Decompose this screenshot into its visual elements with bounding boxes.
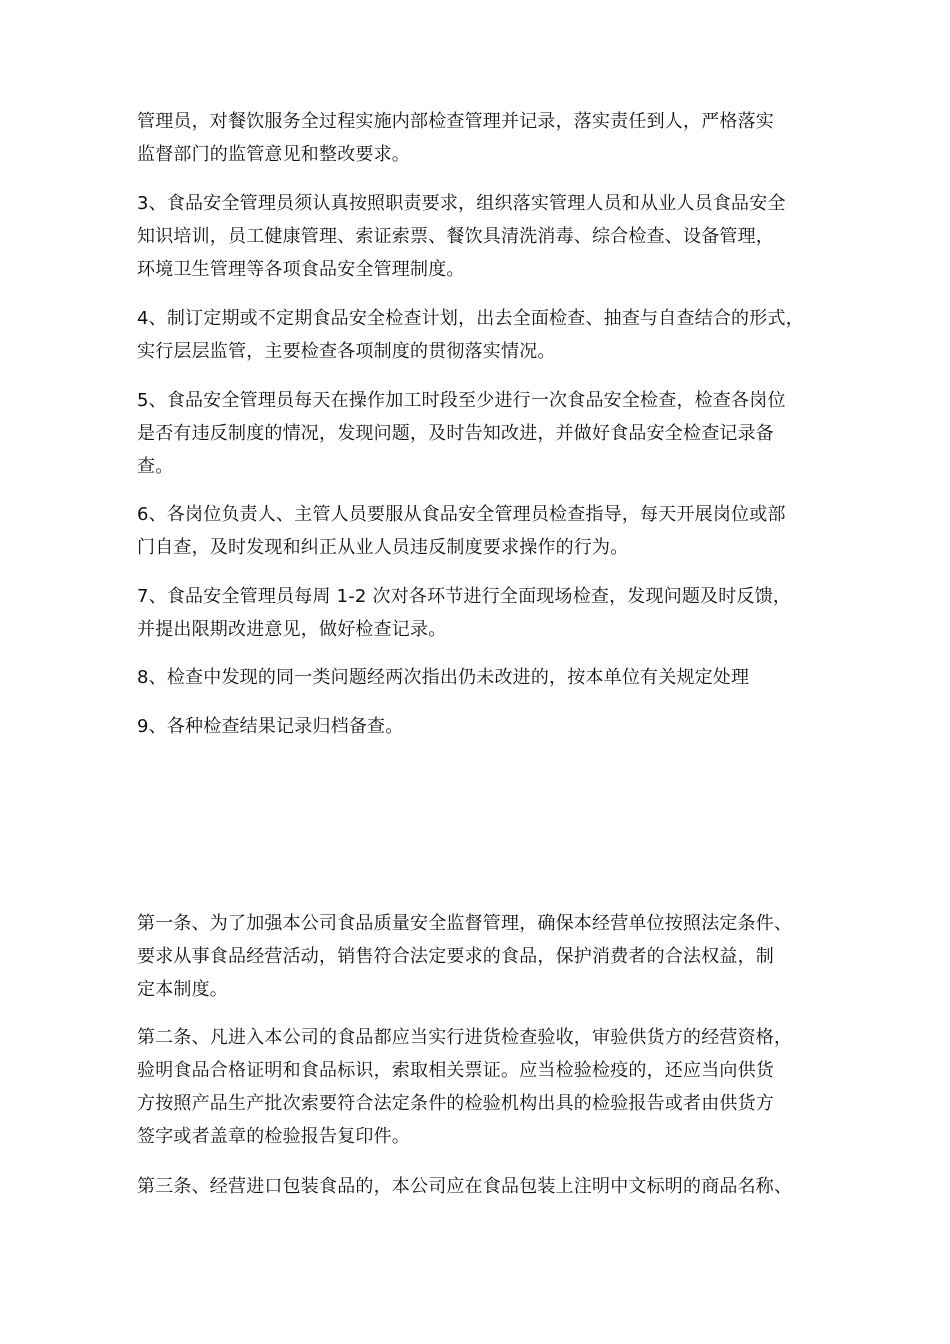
text-line: 5、食品安全管理员每天在操作加工时段至少进行一次食品安全检查，检查各岗位: [137, 390, 786, 411]
paragraph-article-3: [137, 1170, 837, 1203]
paragraph-item-4: [137, 302, 837, 368]
text-line: 是否有违反制度的情况，发现问题，及时告知改进，并做好食品安全检查记录备: [137, 423, 774, 444]
paragraph-item-7: [137, 580, 837, 646]
text-line: 环境卫生管理等各项食品安全管理制度。: [137, 259, 465, 280]
text-line: 监督部门的监管意见和整改要求。: [137, 144, 410, 165]
text-line: 第一条、为了加强本公司食品质量安全监督管理，确保本经营单位按照法定条件、: [137, 913, 793, 934]
text-line: 要求从事食品经营活动，销售符合法定要求的食品，保护消费者的合法权益，制: [137, 946, 774, 967]
text-line: 7、食品安全管理员每周 1-2 次对各环节进行全面现场检查，发现问题及时反馈，: [137, 586, 792, 607]
paragraph-article-1: [137, 907, 837, 1006]
text-line: 8、检查中发现的同一类问题经两次指出仍未改进的，按本单位有关规定处理: [137, 667, 750, 688]
text-line: 知识培训，员工健康管理、索证索票、餐饮具清洗消毒、综合检查、设备管理，: [137, 226, 774, 247]
text-line: 方按照产品生产批次索要符合法定条件的检验机构出具的检验报告或者由供货方: [137, 1093, 774, 1114]
text-line: 第三条、经营进口包装食品的，本公司应在食品包装上注明中文标明的商品名称、: [137, 1176, 793, 1197]
text-line: 查。: [137, 456, 174, 477]
text-line: 实行层层监管，主要检查各项制度的贯彻落实情况。: [137, 341, 556, 362]
text-line: 并提出限期改进意见，做好检查记录。: [137, 619, 447, 640]
paragraph-item-8: [137, 661, 837, 694]
paragraph-item-5: [137, 384, 837, 483]
paragraph-item-6: [137, 498, 837, 564]
text-line: 签字或者盖章的检验报告复印件。: [137, 1126, 410, 1147]
text-line: 门自查，及时发现和纠正从业人员违反制度要求操作的行为。: [137, 537, 629, 558]
text-line: 定本制度。: [137, 979, 228, 1000]
text-line: 3、食品安全管理员须认真按照职责要求，组织落实管理人员和从业人员食品安全: [137, 193, 786, 214]
paragraph-article-2: [137, 1021, 837, 1153]
text-line: 管理员，对餐饮服务全过程实施内部检查管理并记录，落实责任到人，严格落实: [137, 111, 774, 132]
paragraph-item-9: [137, 710, 837, 743]
text-line: 9、各种检查结果记录归档备查。: [137, 716, 404, 737]
text-line: 验明食品合格证明和食品标识，索取相关票证。应当检验检疫的，还应当向供货: [137, 1060, 774, 1081]
paragraph-item-3: [137, 187, 837, 286]
text-line: 第二条、凡进入本公司的食品都应当实行进货检查验收，审验供货方的经营资格，: [137, 1027, 793, 1048]
text-line: 4、制订定期或不定期食品安全检查计划，出去全面检查、抽查与自查结合的形式，: [137, 308, 804, 329]
paragraph-manager-duties: [137, 105, 837, 171]
text-line: 6、各岗位负责人、主管人员要服从食品安全管理员检查指导，每天开展岗位或部: [137, 504, 786, 525]
